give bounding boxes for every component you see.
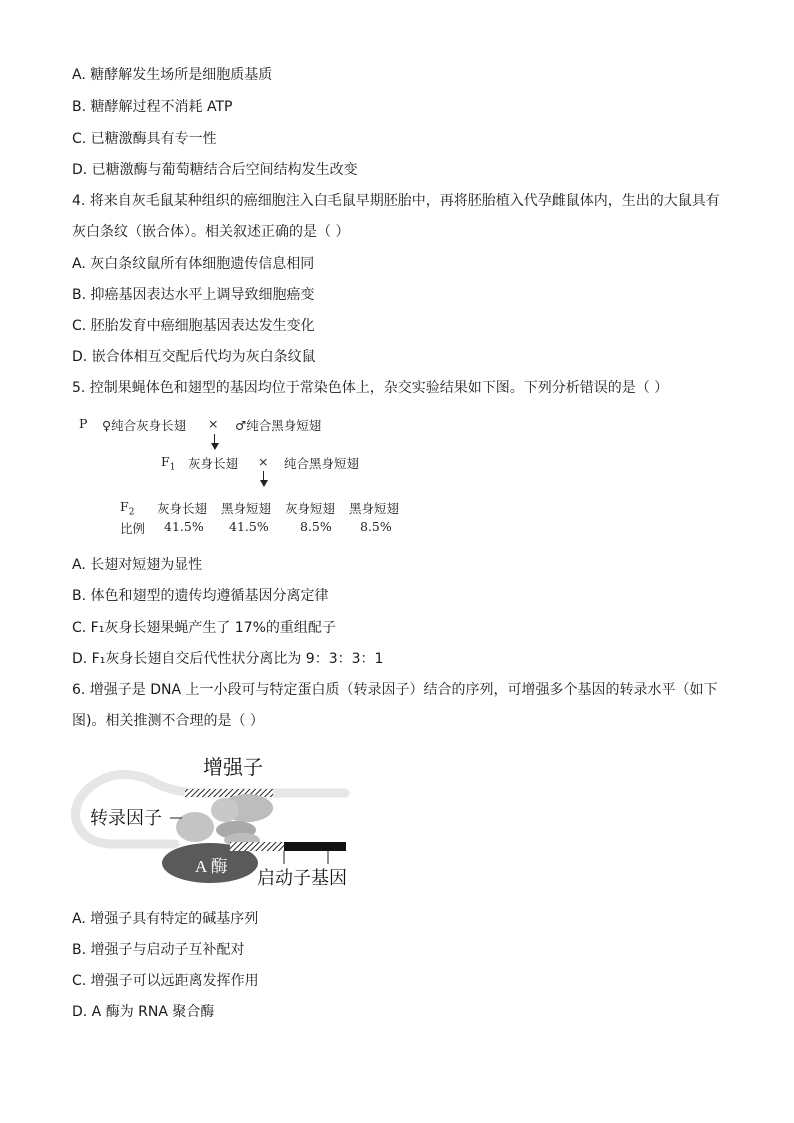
a-enzyme-label: A 酶 — [195, 857, 228, 876]
promoter-gene-label: 启动子基因 — [257, 868, 347, 888]
arrow-down-icon — [214, 434, 215, 449]
q3-option-b: B. 糖酵解过程不消耗 ATP — [72, 99, 233, 115]
q5-stem: 5. 控制果蝇体色和翅型的基因均位于常染色体上，杂交实验结果如下图。下列分析错误的是（ ） — [72, 380, 669, 396]
transcription-factor-blob — [211, 798, 239, 822]
p-female-parent: ♀纯合灰身长翅 — [102, 418, 187, 433]
q4-option-c: C. 胚胎发育中癌细胞基因表达发生变化 — [72, 318, 315, 334]
q3-option-d: D. 已糖激酶与葡萄糖结合后空间结构发生改变 — [72, 162, 358, 178]
q4-option-b: B. 抑癌基因表达水平上调导致细胞癌变 — [72, 287, 315, 303]
f1-testcross-partner: 纯合黑身短翅 — [284, 456, 360, 471]
enhancer-segment — [185, 789, 273, 797]
f2-phenotype: 灰身长翅 — [157, 501, 208, 516]
q5-option-a: A. 长翅对短翅为显性 — [72, 557, 203, 573]
p-male-parent: ♂纯合黑身短翅 — [235, 418, 322, 433]
ratio-label: 比例 — [120, 521, 146, 536]
q4-stem-line1: 4. 将来自灰毛鼠某种组织的癌细胞注入白毛鼠早期胚胎中，再将胚胎植入代孕雌鼠体内，生出的大鼠具有 — [72, 193, 720, 209]
f2-ratio: 41.5% — [229, 519, 269, 534]
f2-ratio: 8.5% — [360, 519, 392, 534]
q6-stem-line2: 图)。相关推测不合理的是（ ） — [72, 713, 264, 729]
f1-generation-label: $F_1$ — [161, 454, 176, 473]
f2-generation-label: $F_2$ — [120, 499, 135, 518]
f1-phenotype: 灰身长翅 — [188, 456, 239, 471]
f2-phenotype: 黑身短翅 — [221, 501, 272, 516]
p-cross-symbol: × — [208, 416, 219, 431]
q5-option-b: B. 体色和翅型的遗传均遵循基因分离定律 — [72, 588, 329, 604]
q6-option-d: D. A 酶为 RNA 聚合酶 — [72, 1004, 215, 1020]
q6-option-c: C. 增强子可以远距离发挥作用 — [72, 973, 259, 989]
p-generation-label: P — [79, 416, 88, 431]
q4-stem-line2: 灰白条纹（嵌合体）。相关叙述正确的是（ ） — [72, 224, 350, 240]
q5-option-c: C. F₁灰身长翅果蝇产生了 17%的重组配子 — [72, 620, 336, 636]
q4-option-d: D. 嵌合体相互交配后代均为灰白条纹鼠 — [72, 349, 316, 365]
f2-ratio: 8.5% — [300, 519, 332, 534]
q6-stem-line1: 6. 增强子是 DNA 上一小段可与特定蛋白质（转录因子）结合的序列，可增强多个基因的转录水平（如下 — [72, 682, 718, 698]
f2-ratio: 41.5% — [164, 519, 204, 534]
arrow-down-icon — [263, 471, 264, 486]
f2-phenotype: 黑身短翅 — [349, 501, 400, 516]
f2-phenotype: 灰身短翅 — [285, 501, 336, 516]
transcription-factor-blob — [176, 812, 214, 842]
enhancer-diagram — [70, 742, 370, 894]
gene-segment — [284, 842, 346, 851]
tf-label: 转录因子 — [90, 808, 162, 828]
q5-option-d: D. F₁灰身长翅自交后代性状分离比为 9：3：3：1 — [72, 651, 384, 667]
f1-cross-symbol: × — [258, 454, 269, 469]
enhancer-label: 增强子 — [203, 757, 263, 779]
q3-option-c: C. 已糖激酶具有专一性 — [72, 131, 217, 147]
promoter-segment — [230, 842, 284, 851]
q4-option-a: A. 灰白条纹鼠所有体细胞遗传信息相同 — [72, 256, 315, 272]
q3-option-a: A. 糖酵解发生场所是细胞质基质 — [72, 67, 273, 83]
q6-option-a: A. 增强子具有特定的碱基序列 — [72, 911, 259, 927]
q6-option-b: B. 增强子与启动子互补配对 — [72, 942, 245, 958]
